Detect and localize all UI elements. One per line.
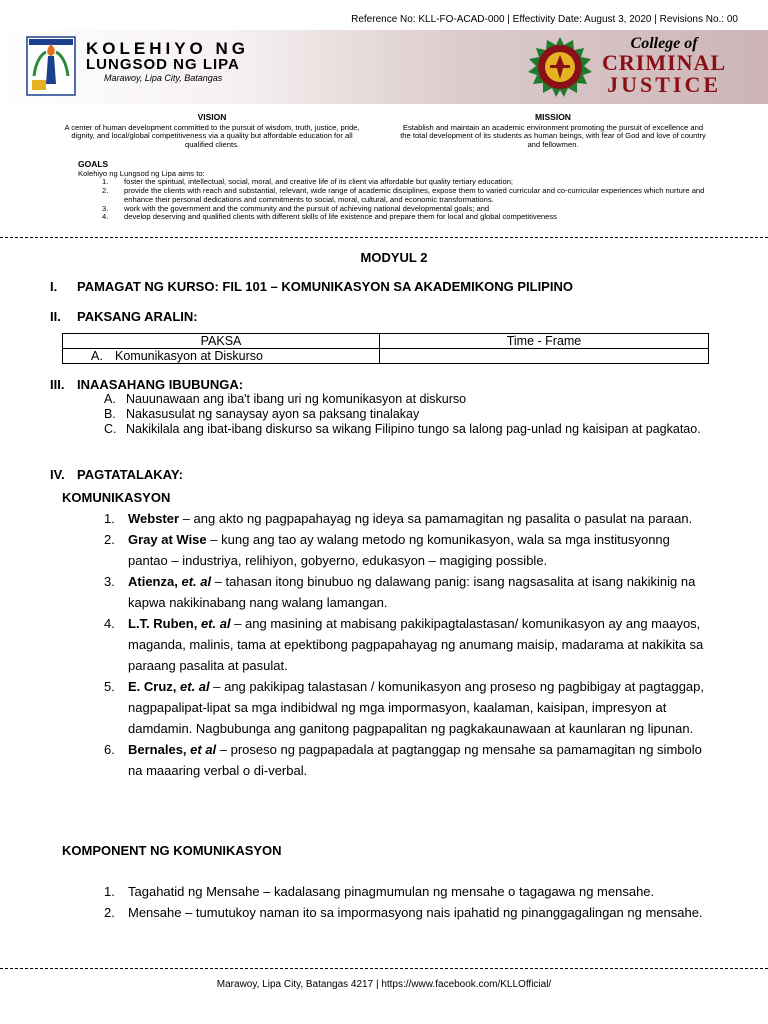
goals-intro: Kolehiyo ng Lungsod ng Lipa aims to: <box>78 168 205 178</box>
college-name-line1: College of <box>630 35 698 52</box>
module-title: MODYUL 2 <box>360 250 428 265</box>
list-item <box>78 187 718 204</box>
list-letter: A. <box>104 392 116 406</box>
list-text: develop deserving and qualified clients with different skills of life existence and prepare them for local and global competitiveness <box>124 212 557 222</box>
author-name: Webster <box>128 511 180 526</box>
school-address: Marawoy, Lipa City, Batangas <box>104 73 223 83</box>
section-label: PAMAGAT NG KURSO: FIL 101 – KOMUNIKASYON SA AKADEMIKONG PILIPINO <box>77 279 573 294</box>
author-etal: et al <box>190 742 217 757</box>
topic-table <box>62 333 709 364</box>
vision-block <box>62 113 362 150</box>
list-item <box>104 739 704 781</box>
list-number: 1. <box>104 511 115 526</box>
author-name: L.T. Ruben, <box>128 616 201 631</box>
list-number: 3. <box>104 574 115 589</box>
components-list <box>104 881 704 923</box>
row-topic: Komunikasyon at Diskurso <box>115 349 263 363</box>
list-text: provide the clients with reach and substantial, relevant, wide range of academic disciplines, expose them to varied curricular and co-curricular experiences which nurture and enhance their personal dedications and commitments to social, moral, cultural, and economic transformations. <box>124 186 705 204</box>
college-name <box>602 36 726 96</box>
college-name-line2: CRIMINAL <box>602 50 727 75</box>
school-name <box>86 40 249 83</box>
section-3-heading <box>50 377 243 392</box>
list-item <box>104 529 704 571</box>
definition-text: – ang masining at mabisang pakikipagtalastasan/ komunikasyon ay ang maayos, maganda, malinis, tama at epektibong pagpapahayag ng anumang maisip, madarama at nakikita sa paraang pasalita at pasulat. <box>128 616 704 673</box>
list-number: 5. <box>104 679 115 694</box>
komunikasyon-heading: KOMUNIKASYON <box>62 490 171 505</box>
list-number: 1. <box>104 884 115 899</box>
list-item <box>104 571 704 613</box>
definition-text: – proseso ng pagpapadala at pagtanggap ng mensahe sa pamamagitan ng simbolo na maaaring verbal o di-verbal. <box>128 742 702 778</box>
school-name-line2: LUNGSOD NG LIPA <box>86 56 240 73</box>
list-item <box>104 613 704 676</box>
outcomes-list <box>104 392 704 437</box>
row-letter: A. <box>91 349 103 363</box>
author-name: Atienza, <box>128 574 182 589</box>
mission-heading: MISSION <box>535 112 571 122</box>
definition-text: – ang akto ng pagpapahayag ng ideya sa pamamagitan ng pasalita o pasulat na paraan. <box>179 511 693 526</box>
goals-list <box>78 178 718 222</box>
table-header-row <box>63 334 709 349</box>
list-item <box>104 407 704 422</box>
author-name: E. Cruz, <box>128 679 181 694</box>
komponent-heading: KOMPONENT NG KOMUNIKASYON <box>62 843 282 858</box>
list-text: Nauunawaan ang iba't ibang uri ng komunikasyon at diskurso <box>126 392 467 406</box>
definition-text: – ang pakikipag talastasan / komunikasyon ang proseso ng pagbibigay at pagtaggap, nagpapalipat-lipat sa mga indibidwal ng mga impormasyon, kaalaman, kaisipan, impresyon at damdamin. Nagbubunga ang ganitong pagpapalitan ng pagkakaunawaan at kaunlaran ng lipunan. <box>128 679 704 736</box>
section-4-heading <box>50 467 183 482</box>
vision-text: A center of human development committed to the pursuit of wisdom, truth, justice, pride, dignity, and local/global competitiveness via a quality but affordable education for all qualified clients. <box>64 122 360 150</box>
section-number: III. <box>50 377 65 392</box>
college-seal-icon <box>524 35 596 99</box>
list-item <box>104 508 704 529</box>
list-letter: B. <box>104 407 116 421</box>
list-number: 1. <box>102 177 109 187</box>
list-text: Mensahe – tumutukoy naman ito sa impormasyong nais ipahatid ng pinanggagalingan ng mensahe. <box>128 905 703 920</box>
goals-heading: GOALS <box>78 159 109 169</box>
section-number: I. <box>50 279 58 294</box>
list-number: 4. <box>102 212 109 222</box>
list-number: 2. <box>104 905 115 920</box>
definition-text: – kung ang tao ay walang metodo ng komunikasyon, wala sa mga institusyonng pantao – industriya, relihiyon, gobyerno, edukasyon – magiging possible. <box>128 532 670 568</box>
divider-bottom <box>0 968 768 969</box>
list-letter: C. <box>104 422 117 436</box>
list-text: foster the spiritual, intellectual, social, moral, and creative life of its client via affordable but quality tertiary education; <box>124 177 514 187</box>
module-content <box>0 250 768 265</box>
college-name-line3: JUSTICE <box>607 72 722 97</box>
list-number: 4. <box>104 616 115 631</box>
list-number: 3. <box>102 203 109 213</box>
reference-line: Reference No: KLL-FO-ACAD-000 | Effectivity Date: August 3, 2020 | Revisions No.: 00 <box>351 14 738 25</box>
section-label: INAASAHANG IBUBUNGA: <box>77 377 244 392</box>
divider-top <box>0 237 768 238</box>
school-name-line1: KOLEHIYO NG <box>86 39 250 58</box>
list-text: Tagahatid ng Mensahe – kadalasang pinagmumulan ng mensahe o tagagawa ng mensahe. <box>128 884 655 899</box>
table-cell <box>380 349 709 364</box>
author-etal: et. al <box>181 574 212 589</box>
table-cell <box>63 349 380 364</box>
vision-heading: VISION <box>197 112 227 122</box>
list-text: Nakasusulat ng sanaysay ayon sa paksang tinalakay <box>126 407 420 421</box>
list-item <box>104 422 704 437</box>
list-text: work with the government and the community and the pursuit of achieving national developmental goals; and <box>124 203 490 213</box>
section-number: IV. <box>50 467 65 482</box>
definitions-list <box>104 508 704 781</box>
section-2-heading <box>50 309 198 324</box>
footer: Marawoy, Lipa City, Batangas 4217 | https://www.facebook.com/KLLOfficial/ <box>216 979 552 990</box>
author-name: Bernales, <box>128 742 191 757</box>
list-item <box>104 881 704 902</box>
list-number: 2. <box>102 186 109 196</box>
author-etal: et. al <box>200 616 231 631</box>
definition-text: – tahasan itong binubuo ng dalawang panig: isang nagsasalita at isang nakikinig na kapwa nakikinabang nang walang lamangan. <box>128 574 696 610</box>
section-1-heading <box>50 279 573 294</box>
section-label: PAGTATALAKAY: <box>77 467 183 482</box>
goals-block <box>78 160 718 222</box>
list-item <box>78 213 718 222</box>
list-item <box>104 902 704 923</box>
mission-block <box>398 113 708 150</box>
list-text: Nakikilala ang ibat-ibang diskurso sa wikang Filipino tungo sa lalong pag-unlad ng kaisipan at pagkatao. <box>126 422 701 436</box>
list-item <box>104 392 704 407</box>
list-item <box>104 676 704 739</box>
author-etal: et. al <box>180 679 210 694</box>
mission-text: Establish and maintain an academic environment promoting the pursuit of excellence and the total development of its students as human beings, with fear of God and love of country and fellowmen. <box>400 122 706 150</box>
author-name: Gray at Wise <box>128 532 207 547</box>
header-banner <box>0 30 768 104</box>
list-number: 6. <box>104 742 115 757</box>
table-row <box>63 349 709 364</box>
list-number: 2. <box>104 532 115 547</box>
section-number: II. <box>50 309 61 324</box>
table-header-cell: PAKSA <box>63 334 380 349</box>
table-header-cell: Time - Frame <box>380 334 709 349</box>
school-logo-icon <box>26 36 76 96</box>
section-label: PAKSANG ARALIN: <box>77 309 198 324</box>
